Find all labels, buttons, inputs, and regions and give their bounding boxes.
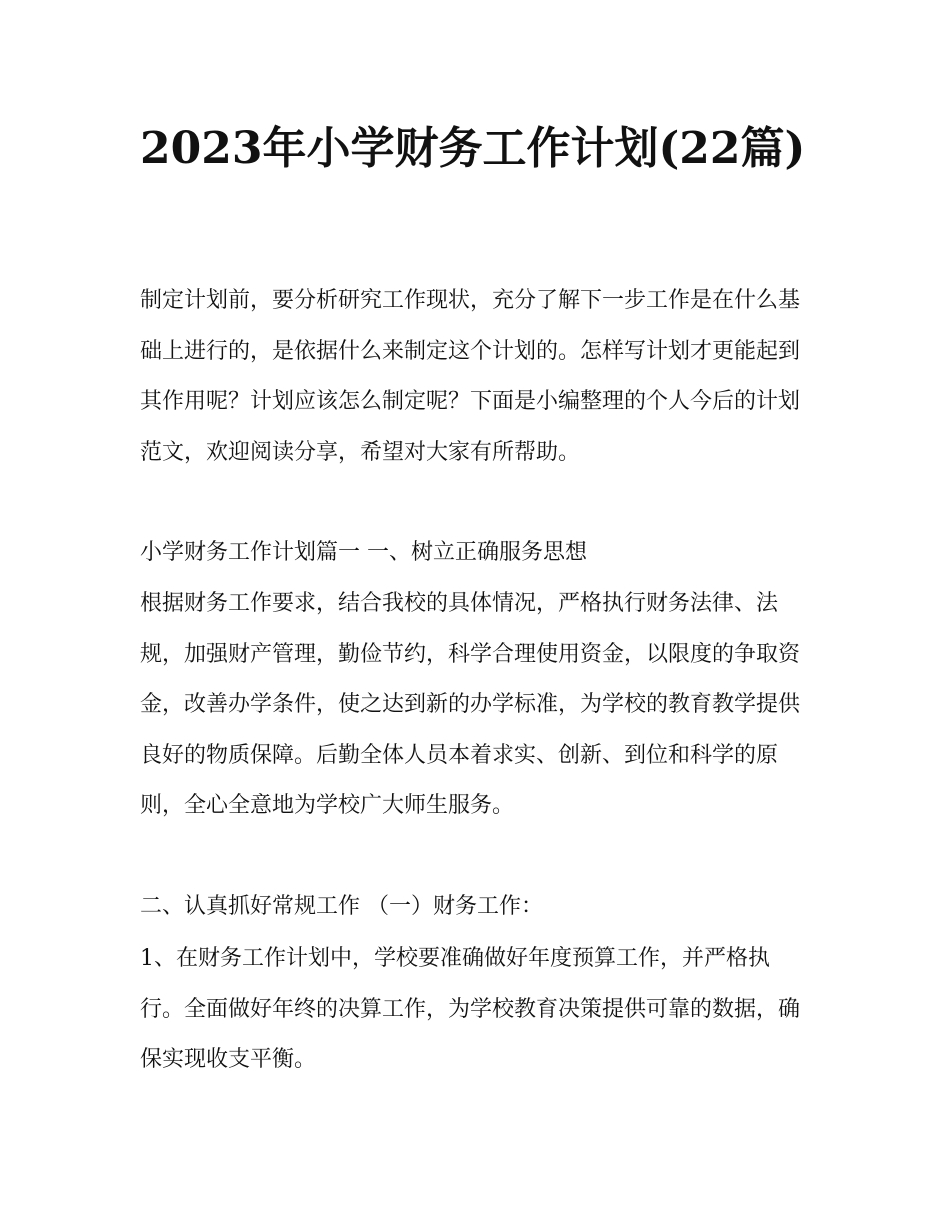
section1-paragraph: 根据财务工作要求，结合我校的具体情况，严格执行财务法律、法规，加强财产管理，勤俭节约，科学合理使用资金，以限度的争取资金，改善办学条件，使之达到新的办学标准，为学校的教育教学提供良好的物质保障。后勤全体人员本着求实、创新、到位和科学的原则，全心全意地为学校广大师生服务。 [140, 591, 801, 818]
intro-paragraph: 制定计划前，要分析研究工作现状，充分了解下一步工作是在什么基础上进行的，是依据什么来制定这个计划的。怎样写计划才更能起到其作用呢？计划应该怎么制定呢？下面是小编整理的个人今后的计划范文，欢迎阅读分享，希望对大家有所帮助。 [140, 288, 801, 465]
list-item-1: 1、在财务工作计划中，学校要准确做好年度预算工作，并严格执行。全面做好年终的决算工作，为学校教育决策提供可靠的数据，确保实现收支平衡。 [140, 946, 801, 1072]
section2-heading: 二、认真抓好常规工作 （一）财务工作： [140, 894, 543, 919]
document-title: 2023年小学财务工作计划(22篇) [140, 123, 806, 174]
section1-heading: 小学财务工作计划篇一 一、树立正确服务思想 [140, 540, 587, 565]
